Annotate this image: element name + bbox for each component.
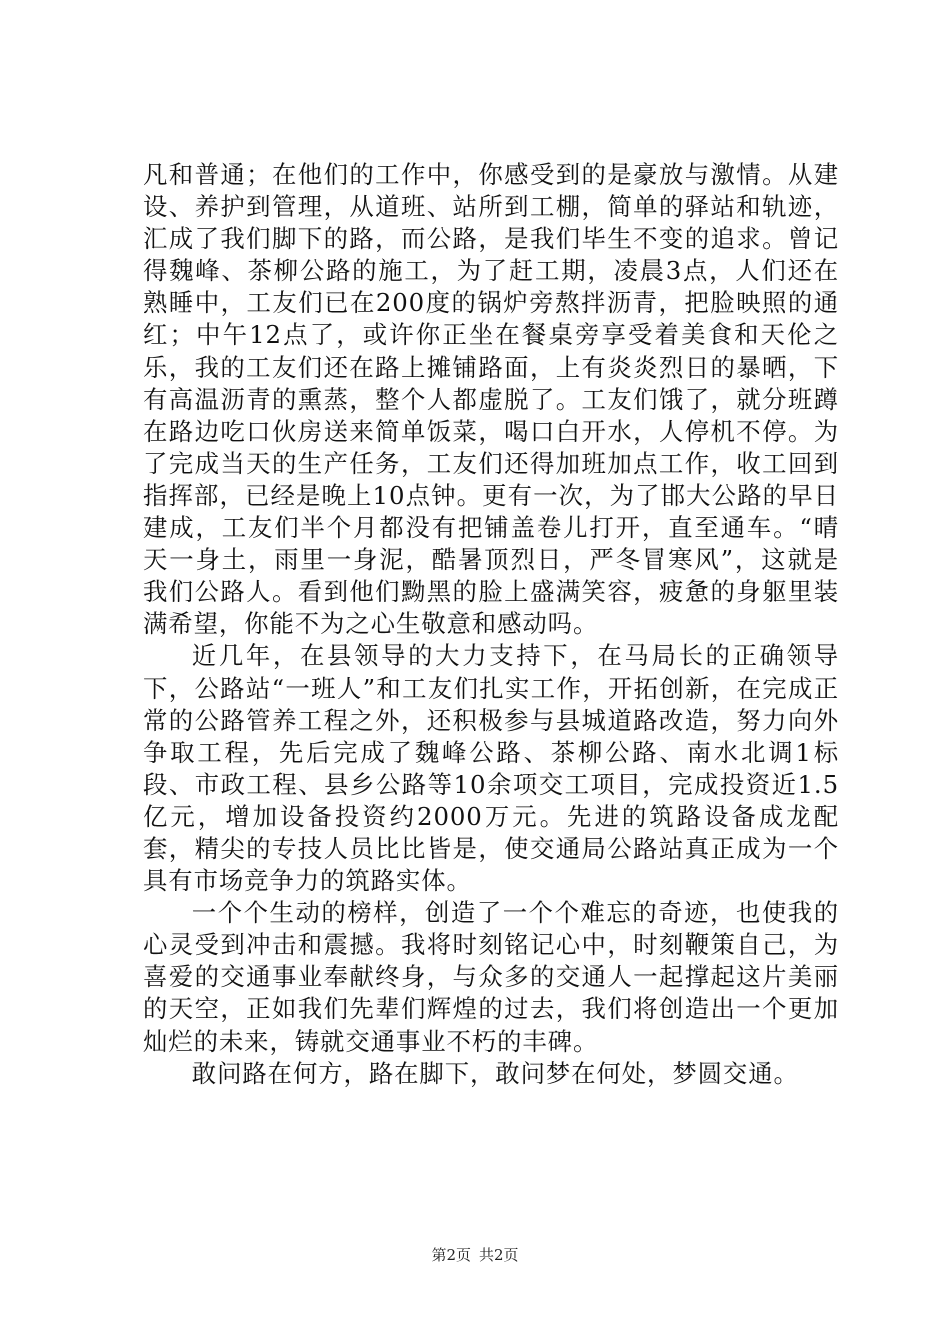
document-body xyxy=(143,159,839,1090)
page-number-current: 第2页 xyxy=(431,1246,471,1264)
paragraph-closing: 敢问路在何方，路在脚下，敢问梦在何处，梦圆交通。 xyxy=(191,1058,799,1088)
paragraph-continuation: 凡和普通；在他们的工作中，你感受到的是豪放与激情。从建设、养护到管理，从道班、站所到工棚，简单的驿站和轨迹，汇成了我们脚下的路，而公路，是我们毕生不变的追求。曾记得魏峰、茶柳公路的施工，为了赶工期，凌晨3点，人们还在熟睡中，工友们已在200度的锅炉旁熬拌沥青，把脸映照的通红；中午12点了，或许你正坐在餐桌旁享受着美食和天伦之乐，我的工友们还在路上摊铺路面，上有炎炎烈日的暴晒，下有高温沥青的熏蒸，整个人都虚脱了。工友们饿了，就分班蹲在路边吃口伙房送来简单饭菜，喝口白开水，人停机不停。为了完成当天的生产任务，工友们还得加班加点工作，收工回到指挥部，已经是晚上10点钟。更有一次，为了邯大公路的早日建成，工友们半个月都没有把铺盖卷儿打开，直至通车。“晴天一身土，雨里一身泥，酷暑顶烈日，严冬冒寒风”，这就是我们公路人。看到他们黝黑的脸上盛满笑容，疲惫的身躯里装满希望，你能不为之心生敬意和感动吗。 xyxy=(143,160,839,639)
paragraph-achievements: 近几年，在县领导的大力支持下，在马局长的正确领导下，公路站“一班人”和工友们扎实工作，开拓创新，在完成正常的公路管养工程之外，还积极参与县城道路改造，努力向外争取工程，先后完成了魏峰公路、茶柳公路、南水北调1标段、市政工程、县乡公路等10余项交工项目，完成投资近1.5亿元，增加设备投资约2000万元。先进的筑路设备成龙配套，精尖的专技人员比比皆是，使交通局公路站真正成为一个具有市场竞争力的筑路实体。 xyxy=(143,641,839,896)
page-number-total: 共2页 xyxy=(479,1246,519,1264)
page-footer xyxy=(0,1245,950,1265)
paragraph-reflection: 一个个生动的榜样，创造了一个个难忘的奇迹，也使我的心灵受到冲击和震撼。我将时刻铭记心中，时刻鞭策自己，为喜爱的交通事业奉献终身，与众多的交通人一起撑起这片美丽的天空，正如我们先辈们辉煌的过去，我们将创造出一个更加灿烂的未来，铸就交通事业不朽的丰碑。 xyxy=(143,898,839,1056)
